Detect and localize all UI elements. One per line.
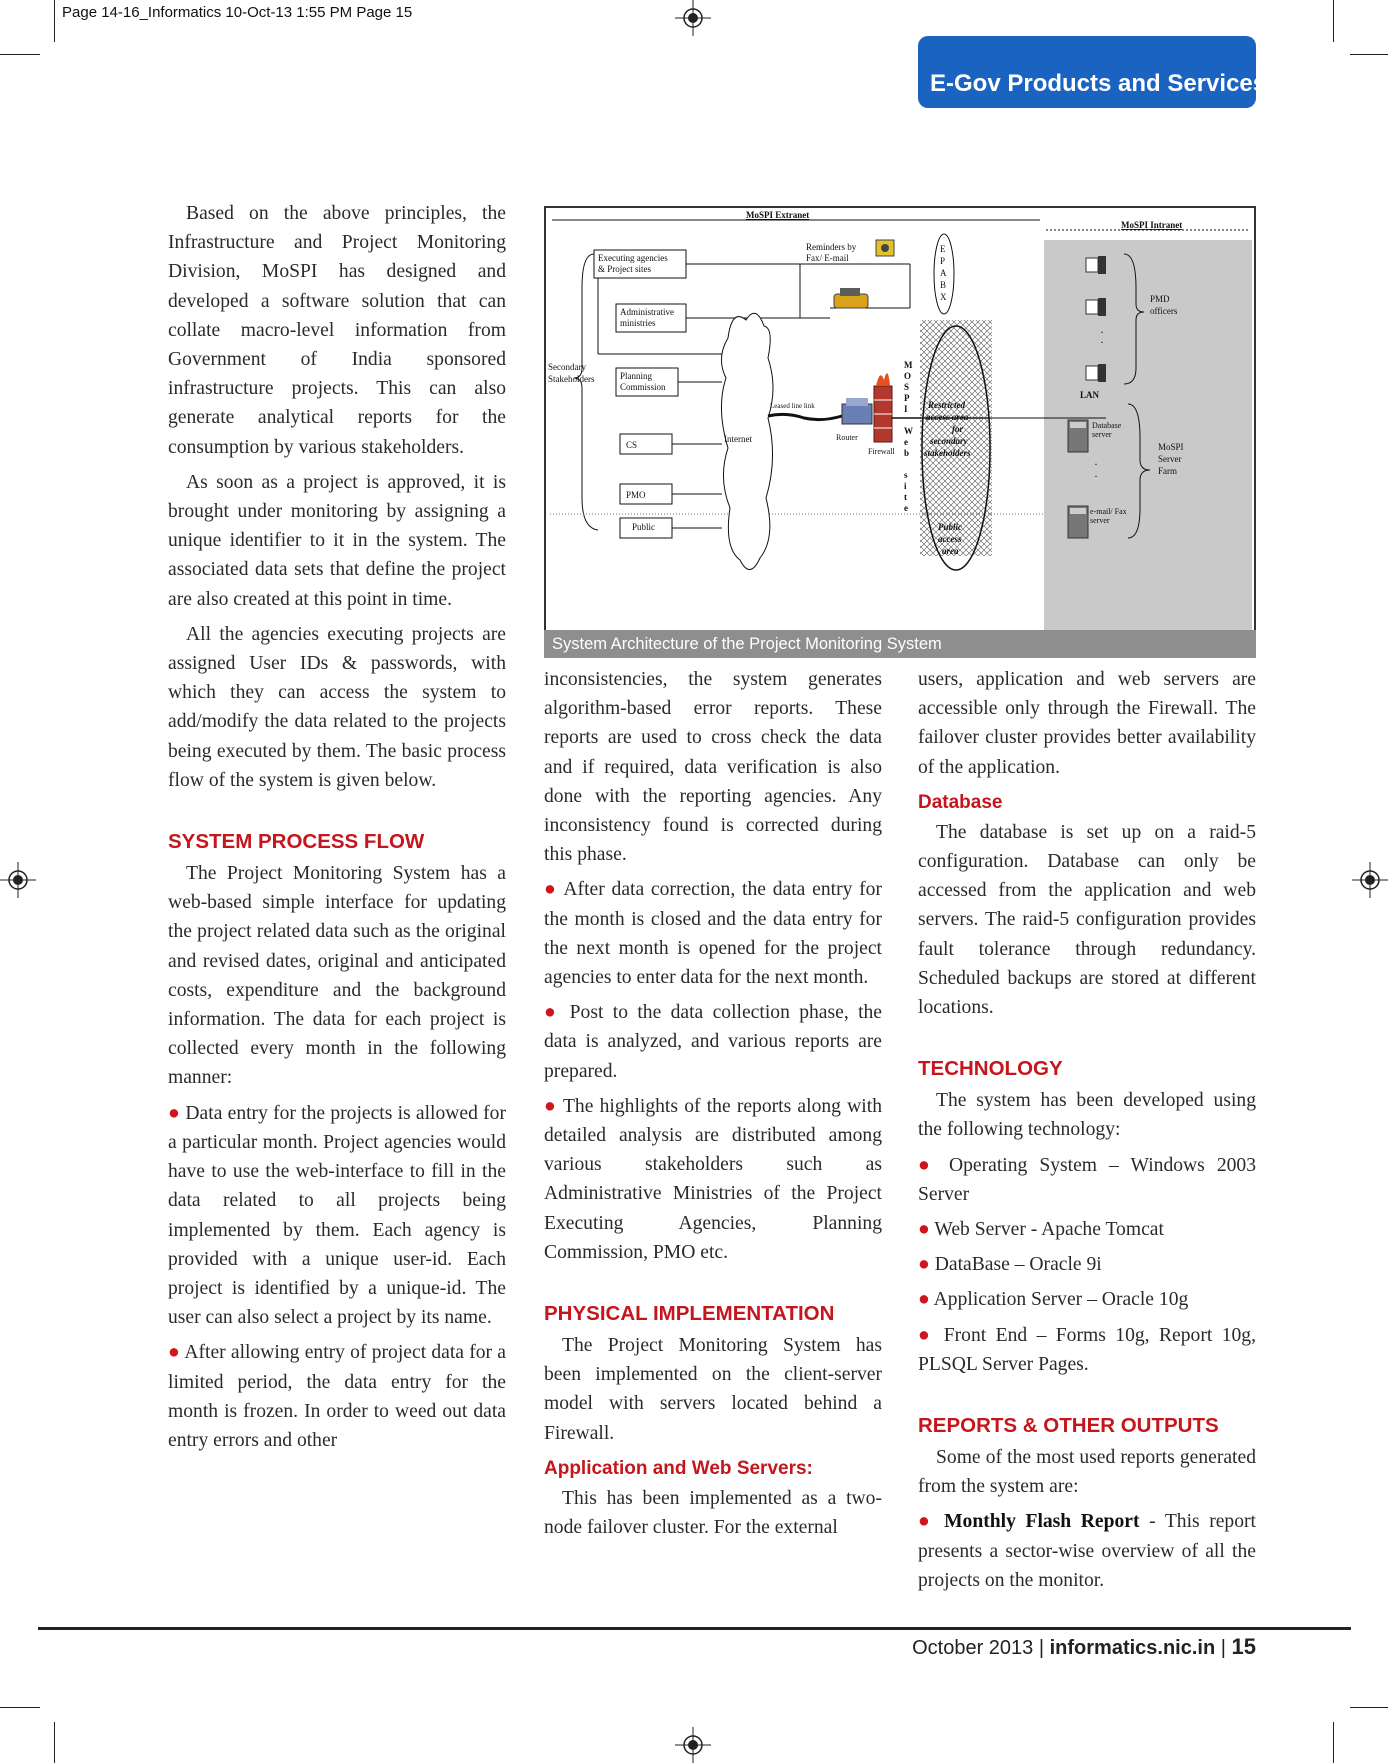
crop-mark — [0, 54, 40, 55]
paragraph: The system has been developed using the following technology: — [918, 1090, 1256, 1141]
bullet-icon: ● — [918, 1511, 945, 1533]
mail-server-sublabel: server — [1090, 516, 1110, 525]
bullet-icon: ● — [918, 1254, 935, 1276]
svg-text:·: · — [1094, 457, 1098, 471]
crop-mark — [1350, 1707, 1388, 1708]
paragraph: inconsistencies, the system generates algorithm-based error reports. These reports are used to cross check the data and if required, data verification is also done with the reporting agencies. Any inconsistency found is corrected during this phase. — [544, 669, 882, 866]
svg-text:A: A — [940, 268, 947, 278]
svg-text:area: area — [942, 546, 959, 556]
bullet-icon: ● — [918, 1289, 934, 1311]
cs-label: CS — [626, 440, 638, 450]
footer-date: October 2013 — [912, 1637, 1034, 1659]
leased-line-label: Leased line link — [770, 402, 815, 410]
svg-text:P: P — [904, 393, 910, 403]
heading-reports: REPORTS & OTHER OUTPUTS — [918, 1414, 1219, 1438]
svg-text:S: S — [904, 382, 910, 392]
svg-text:i: i — [904, 481, 907, 491]
bullet-item: ● Front End – Forms 10g, Report 10g, PLSQL Server Pages. — [918, 1324, 1256, 1375]
server-icon — [1068, 506, 1088, 538]
bullet-icon: ● — [168, 1102, 186, 1124]
footer-site[interactable]: informatics.nic.in — [1049, 1637, 1216, 1659]
server-label: Server — [1158, 454, 1182, 464]
heading-physical-implementation: PHYSICAL IMPLEMENTATION — [544, 1302, 835, 1326]
heading-system-process-flow: SYSTEM PROCESS FLOW — [168, 830, 425, 854]
svg-text:·: · — [1094, 469, 1098, 483]
fax-email-label: Fax/ E-mail — [806, 253, 849, 263]
website-label — [904, 360, 913, 513]
workstation-icon — [1086, 256, 1106, 274]
registration-mark-icon — [675, 1727, 711, 1763]
svg-text:O: O — [904, 371, 912, 381]
paragraph: The Project Monitoring System has a web-based simple interface for updating the project related data such as the original and revised dates, original and anticipated costs, expenditure and the background information. The data for each project is collected every month in the following manner: — [168, 863, 506, 1089]
farm-label: Farm — [1158, 466, 1177, 476]
paragraph: Based on the above principles, the Infrastructure and Project Monitoring Division, MoSPI has designed and developed a software solution that can collate macro-level information from Government of India sponsored infrastructure projects. This can also generate analytical reports for the consumption by various stakeholders. — [168, 203, 506, 458]
bullet-item: ● Application Server – Oracle 10g — [918, 1289, 1189, 1311]
svg-text:B: B — [940, 280, 947, 290]
svg-text:s: s — [904, 470, 908, 480]
bullet-icon: ● — [544, 879, 564, 901]
public-area-label — [938, 522, 962, 556]
print-slug: Page 14-16_Informatics 10-Oct-13 1:55 PM Page 15 — [62, 4, 413, 21]
svg-text:access area: access area — [926, 412, 969, 422]
bullet-icon: ● — [168, 1342, 185, 1364]
admin-label: Administrative — [620, 307, 674, 317]
bullet-icon: ● — [918, 1154, 949, 1176]
svg-text:b: b — [904, 448, 910, 458]
workstation-icon — [1086, 298, 1106, 316]
bullet-item: ● The highlights of the reports along with detailed analysis are distributed among various stakeholders such as Administrative Ministries of the Project Executing Agencies, Planning Commission, PMO etc. — [544, 1095, 882, 1263]
extranet-label: MoSPI Extranet — [746, 210, 810, 220]
figure-caption: System Architecture of the Project Monitoring System — [544, 630, 1256, 658]
svg-text:e: e — [904, 437, 908, 447]
pmd-label: PMD — [1150, 294, 1170, 304]
svg-text:M: M — [904, 360, 913, 370]
internet-label: Internet — [724, 434, 752, 444]
public-label: Public — [632, 522, 656, 532]
column-1 — [168, 199, 506, 1461]
bullet-icon: ● — [544, 1095, 563, 1117]
db-server-sublabel: server — [1092, 430, 1112, 439]
bullet-item: ● DataBase – Oracle 9i — [918, 1254, 1102, 1276]
registration-mark-icon — [1352, 862, 1388, 898]
mail-server-label: e-mail/ Fax — [1090, 507, 1127, 516]
svg-text:access: access — [938, 534, 962, 544]
printer-icon — [876, 240, 894, 256]
heading-technology: TECHNOLOGY — [918, 1057, 1063, 1081]
heading-database: Database — [918, 791, 1003, 813]
paragraph: As soon as a project is approved, it is brought under monitoring by assigning a unique identifier to it in the system. The associated data sets that define the project are also created at this point in time. — [168, 471, 506, 610]
svg-text:stakeholders: stakeholders — [924, 448, 971, 458]
crop-mark — [54, 0, 55, 42]
db-server-label: Database — [1092, 421, 1122, 430]
bullet-item: ● Web Server - Apache Tomcat — [918, 1219, 1164, 1241]
secondary-label: Secondary — [548, 362, 586, 372]
ministries-label: ministries — [620, 318, 656, 328]
svg-text:X: X — [940, 292, 947, 302]
svg-text:t: t — [904, 492, 907, 502]
bullet-icon: ● — [918, 1324, 944, 1346]
fax-icon — [834, 288, 868, 308]
svg-text:·: · — [1100, 325, 1104, 339]
paragraph: This has been implemented as a two-node failover cluster. For the external — [544, 1487, 882, 1539]
crop-mark — [1350, 54, 1388, 55]
svg-text:E: E — [940, 244, 946, 254]
project-sites-label: & Project sites — [598, 264, 651, 274]
svg-text:Restricted: Restricted — [928, 400, 965, 410]
svg-text:secondary: secondary — [930, 436, 968, 446]
svg-text:Public: Public — [938, 522, 962, 532]
mospi-label: MoSPI — [1158, 442, 1184, 452]
bullet-item: ● After allowing entry of project data for a limited period, the data entry for the month is frozen. In order to weed out data entry errors and other — [168, 1342, 507, 1451]
svg-text:for: for — [952, 424, 963, 434]
crop-mark — [0, 1707, 40, 1708]
heading-app-web-servers: Application and Web Servers: — [544, 1457, 813, 1479]
stakeholder-brace — [574, 254, 598, 530]
crop-mark — [54, 1722, 55, 1763]
svg-text:I: I — [904, 404, 908, 414]
paragraph: Some of the most used reports generated from the system are: — [918, 1447, 1256, 1498]
officers-label: officers — [1150, 306, 1178, 316]
paragraph: The Project Monitoring System has been implemented on the client-server model with servers located behind a Firewall. — [544, 1335, 882, 1444]
registration-mark-icon — [0, 862, 36, 898]
bullet-item: ● Data entry for the projects is allowed for a particular month. Project agencies would have to use the web-interface to fill in the data related to all projects being implemented by them. Each agency is provided with a unique user-id. Each project is identified by a unique-id. The user can also select a project by its name. — [168, 1102, 506, 1329]
page-footer: October 2013 | informatics.nic.in | 15 — [912, 1634, 1256, 1659]
section-badge: E-Gov Products and Services — [918, 36, 1256, 108]
svg-text:P: P — [940, 256, 946, 266]
paragraph: users, application and web servers are accessible only through the Firewall. The failover cluster provides better availability of the application. — [918, 669, 1256, 778]
bullet-item: ● Operating System – Windows 2003 Server — [918, 1154, 1257, 1205]
reminders-label: Reminders by — [806, 242, 857, 252]
paragraph: All the agencies executing projects are assigned User IDs & passwords, with which they can access the system to add/modify the data related to the projects being executed by them. The basic process flow of the system is given below. — [168, 623, 506, 791]
paragraph: The database is set up on a raid-5 configuration. Database can only be accessed from the application and web servers. The raid-5 configuration provides fault tolerance through redundancy. Scheduled backups are stored at different locations. — [918, 821, 1256, 1019]
svg-text:W: W — [904, 426, 913, 436]
page-number: 15 — [1231, 1634, 1256, 1659]
bullet-item: ● Monthly Flash Report - This report presents a sector-wise overview of all the projects on the monitor. — [918, 1511, 1256, 1591]
crop-mark — [1333, 1722, 1334, 1763]
column-3 — [918, 665, 1256, 1601]
pmo-label: PMO — [626, 490, 646, 500]
registration-mark-icon — [675, 0, 711, 36]
firewall-label: Firewall — [868, 447, 895, 456]
column-2 — [544, 665, 882, 1548]
bullet-item: ● After data correction, the data entry for the month is closed and the data entry for the next month is opened for the project agencies to enter data for the next month. — [544, 879, 883, 989]
firewall-icon — [874, 373, 892, 442]
router-label: Router — [836, 433, 858, 442]
svg-text:·: · — [1100, 335, 1104, 349]
intranet-label: MoSPI Intranet — [1121, 220, 1183, 230]
stakeholders-label: Stakeholders — [548, 374, 595, 384]
bullet-icon: ● — [918, 1219, 935, 1241]
workstation-icon — [1086, 364, 1106, 382]
footer-rule — [38, 1627, 1351, 1630]
router-icon — [842, 398, 872, 424]
planning-label: Planning — [620, 371, 653, 381]
bullet-item: ● Post to the data collection phase, the data is analyzed, and various reports are prepared. — [544, 1002, 883, 1082]
architecture-figure — [544, 206, 1256, 658]
commission-label: Commission — [620, 382, 666, 392]
bullet-icon: ● — [544, 1002, 570, 1024]
exec-agencies-label: Executing agencies — [598, 253, 668, 263]
lan-label: LAN — [1080, 390, 1100, 400]
svg-text:e: e — [904, 503, 908, 513]
server-icon — [1068, 420, 1088, 452]
crop-mark — [1333, 0, 1334, 42]
